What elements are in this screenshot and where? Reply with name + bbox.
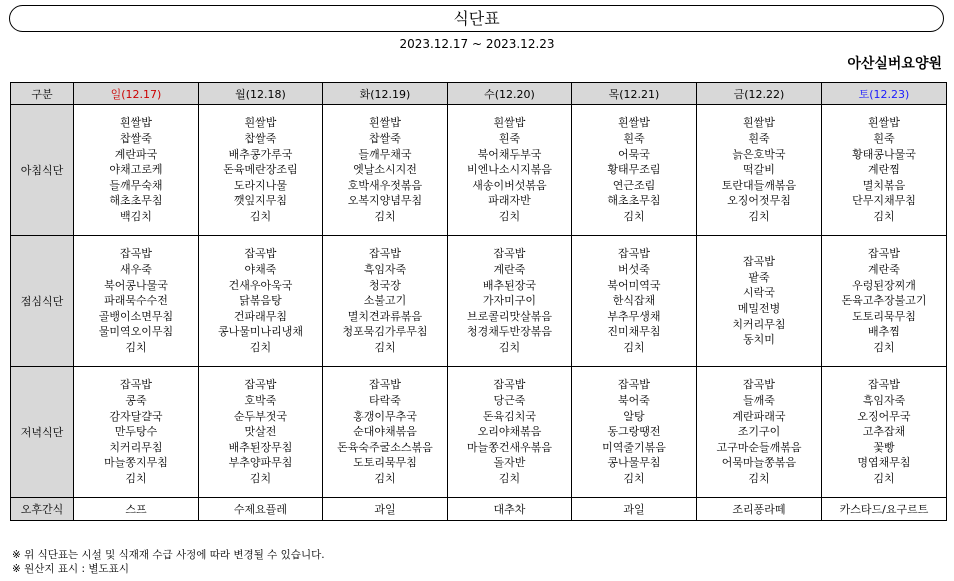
menu-item: 잡곡밥 — [743, 378, 775, 392]
menu-item: 오리야채볶음 — [477, 425, 542, 439]
menu-item: 콩나물무침 — [607, 456, 661, 470]
menu-item: 계란찜 — [868, 163, 900, 177]
menu-item: 흰죽 — [748, 132, 770, 146]
menu-item: 맛살전 — [244, 425, 277, 439]
snack-cell: 스프 — [74, 498, 199, 521]
menu-cell — [448, 236, 572, 367]
menu-item: 가자미구이 — [482, 294, 537, 308]
meal-label: 아침식단 — [11, 105, 74, 236]
menu-item: 돌자반 — [493, 456, 526, 470]
menu-item: 어묵국 — [618, 147, 650, 161]
menu-item: 계란파래국 — [732, 409, 786, 423]
facility-name: 아산실버요양원 — [847, 56, 942, 72]
menu-item: 브로콜리맛살볶음 — [466, 309, 552, 323]
menu-item: 콩죽 — [125, 394, 147, 408]
menu-item: 도라지나물 — [233, 178, 288, 192]
menu-item: 잡곡밥 — [244, 378, 277, 392]
menu-item: 황태콩나물국 — [852, 147, 916, 161]
menu-item: 돈육김치국 — [482, 409, 537, 423]
menu-item: 찹쌀죽 — [369, 132, 401, 146]
menu-item: 흑임자죽 — [363, 263, 407, 277]
menu-item: 치커리무침 — [732, 317, 786, 331]
menu-item: 건새우아욱국 — [228, 278, 293, 292]
day-header-tue: 화(12.19) — [323, 83, 448, 105]
menu-item: 부추무생채 — [607, 309, 661, 323]
menu-cell — [74, 367, 199, 498]
menu-item: 북어죽 — [618, 394, 650, 408]
menu-item: 버섯죽 — [618, 263, 650, 277]
menu-item: 마늘쫑건새우볶음 — [466, 440, 552, 454]
menu-item: 황태무조림 — [607, 163, 661, 177]
menu-item: 백김치 — [120, 209, 152, 223]
title-text: 식단표 — [453, 9, 500, 28]
menu-cell — [822, 367, 947, 498]
menu-item: 단무지채무침 — [852, 194, 916, 208]
menu-cell — [697, 105, 822, 236]
menu-item: 도토리묵무침 — [852, 309, 916, 323]
snack-cell: 과일 — [323, 498, 448, 521]
menu-item: 호박새우젓볶음 — [347, 178, 423, 192]
menu-item: 흰쌀밥 — [369, 116, 401, 130]
menu-item: 들깨죽 — [743, 394, 775, 408]
menu-item: 시락국 — [743, 286, 775, 300]
menu-item: 감자달걀국 — [109, 409, 163, 423]
menu-item: 흰쌀밥 — [120, 116, 152, 130]
menu-item: 북어콩나물국 — [104, 278, 168, 292]
menu-item: 김치 — [873, 209, 895, 223]
menu-item: 토란대들깨볶음 — [721, 178, 797, 192]
menu-item: 김치 — [873, 471, 895, 485]
snack-cell: 조리퐁라떼 — [697, 498, 822, 521]
menu-item: 청경채두반장볶음 — [466, 325, 552, 339]
menu-item: 잡곡밥 — [369, 247, 401, 261]
menu-item: 타락죽 — [369, 394, 401, 408]
menu-item: 치커리무침 — [109, 440, 163, 454]
snack-label: 오후간식 — [11, 498, 74, 521]
menu-item: 김치 — [623, 340, 645, 354]
menu-item: 한식잡채 — [612, 294, 656, 308]
menu-item: 청포묵김가루무침 — [342, 325, 428, 339]
menu-item: 흰쌀밥 — [743, 116, 775, 130]
menu-cell — [323, 367, 448, 498]
menu-item: 잡곡밥 — [868, 378, 900, 392]
menu-item: 잡곡밥 — [743, 255, 775, 269]
menu-item: 명엽채무침 — [857, 456, 911, 470]
menu-cell — [697, 236, 822, 367]
menu-item: 잡곡밥 — [868, 247, 900, 261]
menu-item: 진미채무침 — [607, 325, 661, 339]
snack-row — [11, 498, 947, 521]
menu-cell — [199, 367, 323, 498]
menu-item: 새송이버섯볶음 — [472, 178, 547, 192]
menu-cell — [572, 236, 697, 367]
menu-item: 순두부젓국 — [233, 409, 288, 423]
day-header-wed: 수(12.20) — [448, 83, 572, 105]
meal-label: 점심식단 — [11, 236, 74, 367]
menu-cell — [572, 105, 697, 236]
menu-item: 물미역오이무침 — [98, 325, 174, 339]
menu-cell — [199, 236, 323, 367]
menu-item: 북어미역국 — [607, 278, 661, 292]
menu-item: 잡곡밥 — [369, 378, 401, 392]
menu-item: 파래묵수수전 — [104, 294, 168, 308]
menu-item: 계란죽 — [493, 263, 526, 277]
menu-item: 청국장 — [369, 278, 401, 292]
day-header-sat: 토(12.23) — [822, 83, 947, 105]
menu-item: 찹쌀죽 — [244, 132, 277, 146]
menu-item: 동치미 — [743, 333, 775, 347]
menu-item: 해초초무침 — [109, 194, 163, 208]
menu-item: 우렁된장찌개 — [852, 278, 916, 292]
header-row — [11, 83, 947, 105]
meal-row-breakfast — [11, 105, 947, 236]
menu-item: 김치 — [249, 209, 272, 223]
menu-item: 김치 — [498, 209, 521, 223]
menu-item: 흰쌀밥 — [493, 116, 526, 130]
snack-cell: 수제요플레 — [199, 498, 323, 521]
menu-item: 흰쌀밥 — [868, 116, 900, 130]
menu-item: 김치 — [748, 209, 770, 223]
menu-item: 미역줄기볶음 — [602, 440, 666, 454]
menu-item: 잡곡밥 — [244, 247, 277, 261]
menu-item: 들깨무채국 — [358, 147, 412, 161]
menu-item: 조기구이 — [737, 425, 781, 439]
meal-row-dinner — [11, 367, 947, 498]
menu-item: 멸치견과류볶음 — [347, 309, 423, 323]
menu-cell — [323, 236, 448, 367]
menu-item: 김치 — [125, 340, 147, 354]
menu-item: 연근조림 — [612, 178, 656, 192]
menu-item: 오징어젓무침 — [727, 194, 791, 208]
menu-item: 깻잎지무침 — [233, 194, 288, 208]
menu-cell — [822, 105, 947, 236]
menu-item: 야채죽 — [244, 263, 277, 277]
menu-cell — [323, 105, 448, 236]
menu-item: 흰쌀밥 — [618, 116, 650, 130]
menu-item: 꽃빵 — [873, 440, 895, 454]
menu-item: 멸치볶음 — [862, 178, 906, 192]
page-title — [9, 5, 944, 32]
menu-item: 돈육메란장조림 — [223, 163, 298, 177]
snack-cell: 카스타드/요구르트 — [822, 498, 947, 521]
menu-item: 잡곡밥 — [120, 378, 152, 392]
menu-item: 북어채두부국 — [477, 147, 542, 161]
menu-item: 김치 — [623, 471, 645, 485]
note-origin: ※ 원산지 표시 : 별도표시 — [12, 563, 129, 575]
menu-item: 찹쌀죽 — [120, 132, 152, 146]
menu-item: 김치 — [748, 471, 770, 485]
menu-item: 부추양파무침 — [228, 456, 293, 470]
menu-item: 김치 — [498, 340, 521, 354]
menu-item: 늙은호박국 — [732, 147, 786, 161]
menu-item: 비엔나소시지볶음 — [466, 163, 552, 177]
meal-label: 저녁식단 — [11, 367, 74, 498]
menu-cell — [448, 105, 572, 236]
menu-item: 소불고기 — [363, 294, 407, 308]
menu-item: 잡곡밥 — [618, 378, 650, 392]
menu-item: 돈육고추장불고기 — [841, 294, 927, 308]
menu-item: 건파래무침 — [233, 309, 288, 323]
menu-item: 김치 — [249, 340, 272, 354]
menu-item: 돈육숙주굴소스볶음 — [337, 440, 433, 454]
menu-item: 호박죽 — [244, 394, 277, 408]
menu-item: 골뱅이소면무침 — [98, 309, 174, 323]
menu-item: 배추된장국 — [482, 278, 537, 292]
menu-item: 도토리묵무침 — [353, 456, 417, 470]
menu-item: 잡곡밥 — [493, 247, 526, 261]
snack-cell: 대추차 — [448, 498, 572, 521]
menu-item: 만두탕수 — [114, 425, 158, 439]
menu-item: 배추찜 — [868, 325, 900, 339]
menu-item: 계란죽 — [868, 263, 900, 277]
menu-item: 떡갈비 — [743, 163, 775, 177]
menu-item: 홍갱이무추국 — [353, 409, 417, 423]
menu-item: 동그랑땡전 — [607, 425, 661, 439]
menu-item: 배추된장무침 — [228, 440, 293, 454]
menu-item: 콩나물미나리냉채 — [217, 325, 303, 339]
menu-item: 마늘쫑지무침 — [104, 456, 168, 470]
menu-item: 흰죽 — [873, 132, 895, 146]
menu-item: 배추콩가루국 — [228, 147, 293, 161]
menu-item: 김치 — [249, 471, 272, 485]
meal-row-lunch — [11, 236, 947, 367]
menu-cell — [822, 236, 947, 367]
menu-cell — [74, 105, 199, 236]
menu-item: 잡곡밥 — [120, 247, 152, 261]
menu-item: 새우죽 — [120, 263, 152, 277]
menu-item: 김치 — [374, 209, 396, 223]
date-range: 2023.12.17 ~ 2023.12.23 — [399, 37, 555, 51]
day-header-fri: 금(12.22) — [697, 83, 822, 105]
menu-cell — [697, 367, 822, 498]
menu-item: 흑임자죽 — [862, 394, 906, 408]
corner-label: 구분 — [11, 83, 74, 105]
menu-item: 들깨무숙채 — [109, 178, 163, 192]
menu-item: 흰죽 — [498, 132, 521, 146]
menu-item: 해초초무침 — [607, 194, 661, 208]
menu-item: 김치 — [374, 471, 396, 485]
snack-cell: 과일 — [572, 498, 697, 521]
menu-item: 오복지양념무침 — [347, 194, 423, 208]
menu-item: 흰쌀밥 — [244, 116, 277, 130]
note-change: ※ 위 식단표는 시설 및 식재재 수급 사정에 따라 변경될 수 있습니다. — [12, 549, 325, 561]
footnotes — [12, 548, 325, 576]
menu-item: 알탕 — [623, 409, 645, 423]
menu-item: 김치 — [623, 209, 645, 223]
menu-cell — [448, 367, 572, 498]
menu-item: 야채고로케 — [109, 163, 163, 177]
menu-item: 닭볶음탕 — [239, 294, 282, 308]
menu-item: 엣날소시지전 — [353, 163, 417, 177]
menu-item: 고구마순들깨볶음 — [716, 440, 802, 454]
menu-item: 당근죽 — [493, 394, 526, 408]
menu-item: 어묵마늘쫑볶음 — [721, 456, 797, 470]
day-header-thu: 목(12.21) — [572, 83, 697, 105]
menu-item: 메밀전병 — [737, 302, 781, 315]
menu-cell — [74, 236, 199, 367]
menu-item: 파래자반 — [488, 194, 531, 208]
menu-item: 김치 — [374, 340, 396, 354]
meal-table — [10, 82, 947, 521]
menu-item: 김치 — [873, 340, 895, 354]
day-header-sun: 일(12.17) — [74, 83, 199, 105]
menu-cell — [199, 105, 323, 236]
menu-item: 팥죽 — [748, 270, 770, 284]
menu-item: 오징어무국 — [857, 409, 911, 423]
menu-item: 고추잡채 — [862, 425, 906, 439]
menu-item: 흰죽 — [623, 132, 645, 146]
day-header-mon: 월(12.18) — [199, 83, 323, 105]
menu-cell — [572, 367, 697, 498]
menu-item: 계란파국 — [114, 147, 158, 161]
menu-item: 잡곡밥 — [493, 378, 526, 392]
menu-item: 김치 — [125, 471, 147, 485]
menu-item: 잡곡밥 — [618, 247, 650, 261]
menu-item: 순대야채볶음 — [353, 425, 417, 439]
menu-item: 김치 — [498, 471, 521, 485]
